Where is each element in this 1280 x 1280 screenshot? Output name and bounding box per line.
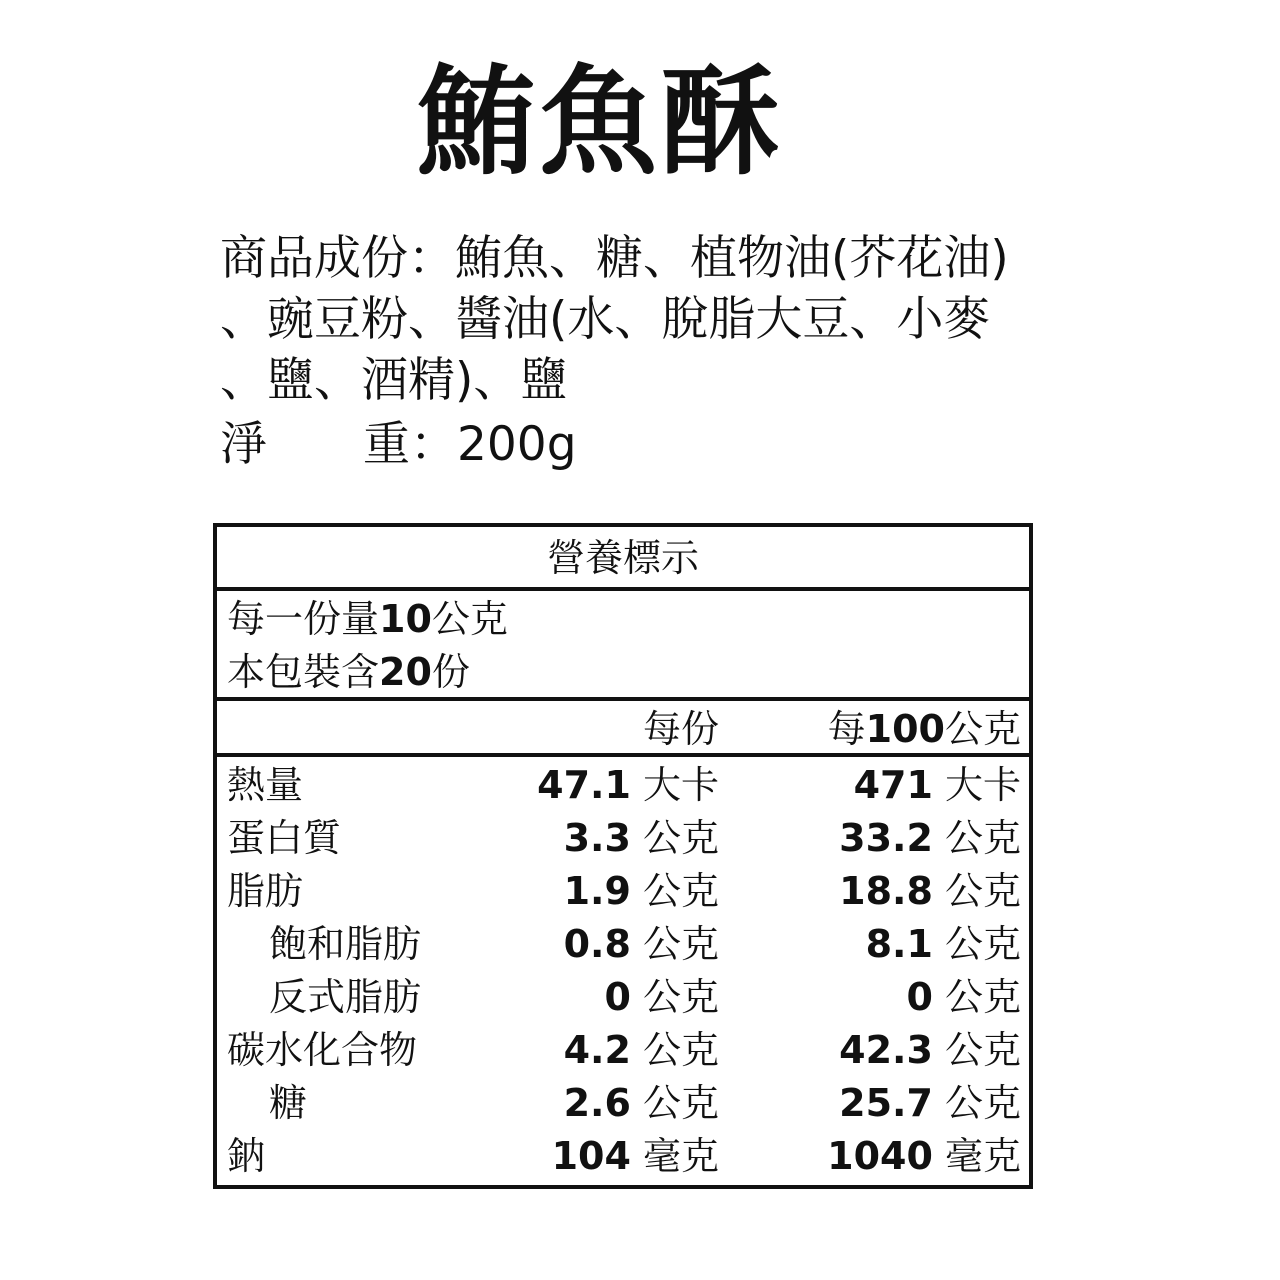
nutrient-per-100g xyxy=(906,971,1021,1024)
nutrition-header: 營養標示 xyxy=(217,527,1029,591)
nutrient-name: 飽和脂肪 xyxy=(269,922,422,966)
nutrient-per-100g xyxy=(854,759,1021,812)
serving-size xyxy=(227,591,1029,644)
per-serving-value: 3.3 xyxy=(563,816,631,860)
serving-size-prefix: 每一份量 xyxy=(227,597,380,641)
per-serving-value: 1.9 xyxy=(563,869,631,913)
per-serving-unit: 公克 xyxy=(642,922,719,966)
net-weight-label-first: 淨 xyxy=(220,417,267,472)
nutrient-per-serving xyxy=(552,1130,719,1183)
per-100g-amount: 18.8 xyxy=(839,869,933,913)
per-100g-prefix: 每 xyxy=(827,707,866,751)
net-weight-value: 200g xyxy=(457,417,577,472)
nutrient-per-serving xyxy=(564,1024,719,1077)
per-100g-amount-unit: 毫克 xyxy=(944,1134,1021,1178)
per-serving-unit: 公克 xyxy=(642,975,719,1019)
per-100g-amount-unit: 公克 xyxy=(944,922,1021,966)
per-100g-amount: 33.2 xyxy=(839,816,933,860)
per-100g-amount: 471 xyxy=(853,763,933,807)
nutrient-rows xyxy=(217,757,1029,1183)
nutrient-per-100g xyxy=(827,1130,1021,1183)
nutrient-row xyxy=(217,759,1029,812)
servings-prefix: 本包裝含 xyxy=(227,650,380,694)
per-serving-unit: 大卡 xyxy=(642,763,719,807)
serving-size-unit: 公克 xyxy=(431,597,508,641)
net-weight-label-second: 重： xyxy=(363,417,457,472)
per-serving-unit: 毫克 xyxy=(642,1134,719,1178)
per-100g-amount: 1040 xyxy=(827,1134,933,1178)
per-serving-unit: 公克 xyxy=(642,869,719,913)
nutrient-name: 熱量 xyxy=(227,763,304,807)
per-100g-amount-unit: 公克 xyxy=(944,1081,1021,1125)
per-100g-amount: 42.3 xyxy=(839,1028,933,1072)
net-weight xyxy=(220,414,577,475)
nutrient-name: 蛋白質 xyxy=(227,816,342,860)
per-100g-amount: 8.1 xyxy=(865,922,933,966)
per-serving-value: 2.6 xyxy=(563,1081,631,1125)
per-serving-unit: 公克 xyxy=(642,1081,719,1125)
nutrient-name: 糖 xyxy=(269,1081,308,1125)
per-serving-value: 0.8 xyxy=(563,922,631,966)
per-100g-amount-unit: 公克 xyxy=(944,975,1021,1019)
nutrient-name: 碳水化合物 xyxy=(227,1028,418,1072)
per-100g-amount-unit: 公克 xyxy=(944,1028,1021,1072)
per-serving-value: 104 xyxy=(551,1134,631,1178)
nutrient-per-100g xyxy=(839,865,1021,918)
per-100g-amount-unit: 公克 xyxy=(944,816,1021,860)
ingredients-line: 商品成份：鮪魚、糖、植物油(芥花油) xyxy=(220,231,1009,286)
nutrient-per-100g xyxy=(839,1077,1021,1130)
per-serving-unit: 公克 xyxy=(642,1028,719,1072)
servings-value: 20 xyxy=(379,650,432,694)
nutrient-name: 鈉 xyxy=(227,1134,266,1178)
nutrient-row xyxy=(217,1077,1029,1130)
serving-info xyxy=(217,591,1029,701)
nutrient-row xyxy=(217,918,1029,971)
serving-size-value: 10 xyxy=(379,597,432,641)
per-100g-amount-unit: 公克 xyxy=(944,869,1021,913)
ingredients-line: 、豌豆粉、醬油(水、脫脂大豆、小麥 xyxy=(220,292,991,347)
nutrient-row xyxy=(217,865,1029,918)
nutrition-facts-table xyxy=(213,523,1033,1189)
ingredients-list xyxy=(220,228,1040,411)
per-serving-value: 47.1 xyxy=(537,763,631,807)
per-100g-value: 100 xyxy=(865,707,945,751)
column-header-per-100g xyxy=(828,701,1021,757)
nutrient-per-serving xyxy=(537,759,719,812)
nutrient-row xyxy=(217,1024,1029,1077)
ingredients-line: 、鹽、酒精)、鹽 xyxy=(220,353,568,408)
nutrient-per-serving xyxy=(564,918,719,971)
nutrient-name: 脂肪 xyxy=(227,869,304,913)
nutrient-per-serving xyxy=(564,865,719,918)
nutrient-per-serving xyxy=(564,812,719,865)
per-100g-amount: 25.7 xyxy=(839,1081,933,1125)
nutrient-per-100g xyxy=(839,812,1021,865)
per-serving-unit: 公克 xyxy=(642,816,719,860)
product-title: 鮪魚酥 xyxy=(416,53,783,191)
nutrient-per-serving xyxy=(604,971,719,1024)
servings-unit: 份 xyxy=(431,650,470,694)
column-headers xyxy=(217,701,1029,757)
nutrient-per-100g xyxy=(839,1024,1021,1077)
nutrient-row xyxy=(217,812,1029,865)
nutrient-row xyxy=(217,1130,1029,1183)
nutrient-row xyxy=(217,971,1029,1024)
nutrient-per-100g xyxy=(866,918,1021,971)
column-header-per-serving: 每份 xyxy=(642,707,719,751)
per-serving-value: 0 xyxy=(604,975,631,1019)
per-100g-unit: 公克 xyxy=(944,707,1021,751)
per-100g-amount: 0 xyxy=(906,975,933,1019)
per-100g-amount-unit: 大卡 xyxy=(944,763,1021,807)
per-serving-value: 4.2 xyxy=(563,1028,631,1072)
nutrient-per-serving xyxy=(564,1077,719,1130)
servings-per-package xyxy=(227,644,1029,697)
nutrient-name: 反式脂肪 xyxy=(269,975,422,1019)
